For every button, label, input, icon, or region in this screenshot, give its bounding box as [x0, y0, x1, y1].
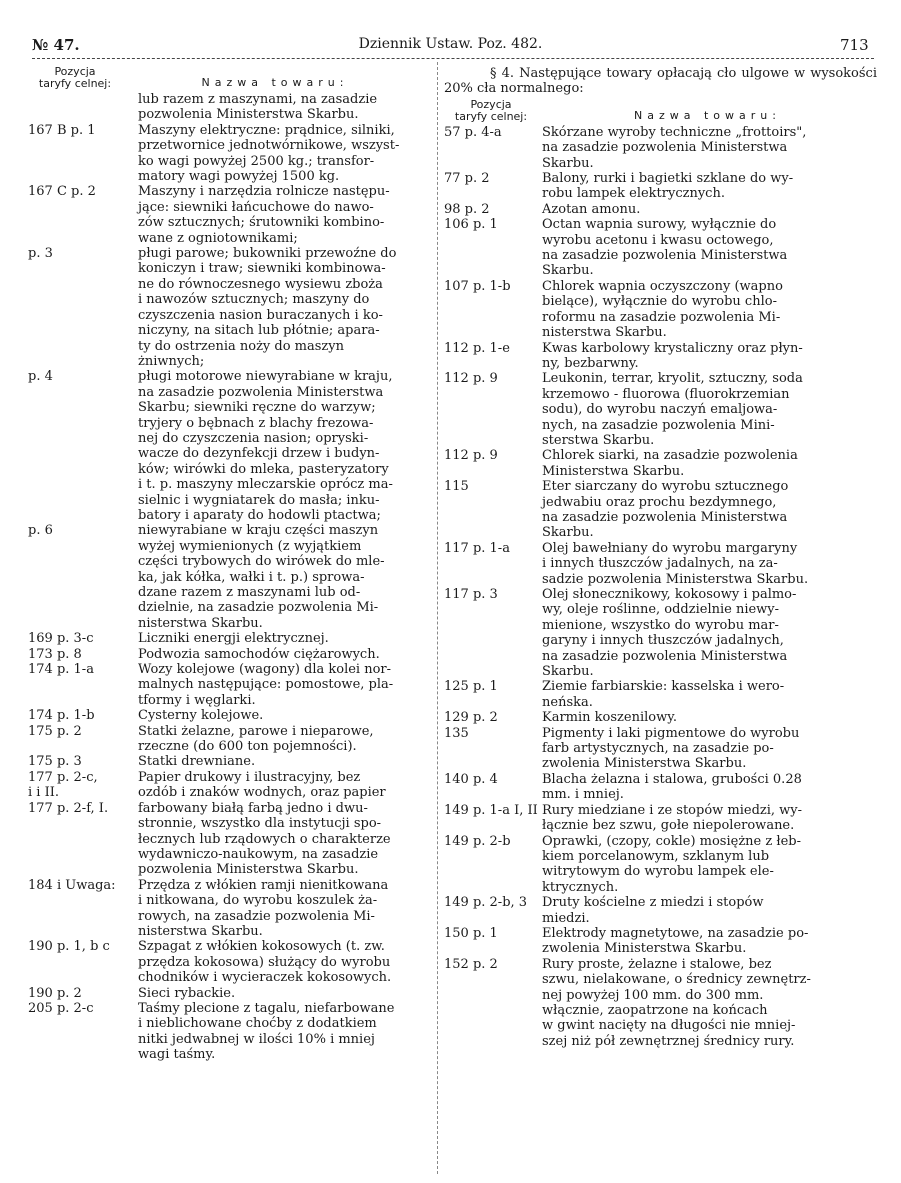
right-column-header: [444, 99, 877, 123]
tariff-position: 115: [444, 479, 469, 495]
goods-description: Taśmy plecione z tagalu, niefarbowane i nieblichowane choćby z dodatkiem nitki jedwabnej w ilości 10% i mniej wagi taśmy.: [138, 1000, 395, 1063]
tariff-position: 150 p. 1: [444, 925, 498, 941]
goods-description: Leukonin, terrar, kryolit, sztuczny, soda krzemowo - fluorowa (fluorokrzemian sodu), do wyrobu naczyń emaljowa- nych, na zasadzie pozwolenia Mini- sterstwa Skarbu.: [542, 371, 803, 448]
tariff-row: [28, 724, 428, 755]
tariff-position: 117 p. 3: [444, 587, 498, 602]
tariff-row: [444, 448, 877, 479]
tariff-row: [28, 92, 428, 123]
column-divider: [437, 62, 438, 1174]
goods-description: Azotan amonu.: [542, 201, 641, 217]
goods-description: pługi parowe; bukowniki przewoźne do koniczyn i traw; siewniki kombinowa- ne do równoczesnego wysiewu zboża i nawozów sztucznych; maszyny do czyszczenia nasion buraczanych i ko- niczyny, na sitach lub płótnie; apara- ty do ostrzenia noży do maszyn żniwnych;: [138, 246, 397, 369]
page-number: 713: [840, 36, 869, 54]
right-tariff-list: [444, 125, 877, 1049]
tariff-row: [28, 754, 428, 769]
tariff-row: [28, 184, 428, 246]
tariff-row: [28, 631, 428, 646]
goods-description: niewyrabiane w kraju części maszyn wyżej wymienionych (z wyjątkiem części trybowych do wirówek do mle- ka, jak kółka, wałki i t. p.) sprowa- dzane razem z maszynami lub od- dzielnie, na zasadzie pozwolenia Mi- nisterstwa Skarbu.: [138, 523, 385, 631]
tariff-position: 175 p. 3: [28, 754, 82, 770]
tariff-row: [28, 878, 428, 940]
goods-description: lub razem z maszynami, na zasadzie pozwolenia Ministerstwa Skarbu.: [138, 92, 378, 123]
goods-description: Druty kościelne z miedzi i stopów miedzi.: [542, 895, 764, 926]
tariff-position: 112 p. 1-e: [444, 340, 510, 356]
goods-description: Maszyny i narzędzia rolnicze następu- jące: siewniki łańcuchowe do nawo- zów sztucznych; śrutowniki kombino- wane z ogniotownikami;: [138, 184, 390, 246]
left-column: [28, 66, 428, 1063]
tariff-position: p. 6: [28, 523, 53, 539]
tariff-row: [444, 726, 877, 772]
tariff-row: [444, 541, 877, 587]
goods-description: Olej bawełniany do wyrobu margaryny i innych tłuszczów jadalnych, na za- sadzie pozwolenia Ministerstwa Skarbu.: [542, 540, 809, 587]
tariff-position: 117 p. 1-a: [444, 540, 510, 556]
right-column: [444, 66, 877, 1049]
tariff-row: [28, 708, 428, 723]
tariff-position: 98 p. 2: [444, 201, 490, 217]
tariff-position: 167 C p. 2: [28, 184, 96, 200]
issue-number: № 47.: [32, 36, 80, 54]
tariff-position: 190 p. 1, b c: [28, 939, 110, 955]
goods-description: Cysterny kolejowe.: [138, 708, 264, 724]
tariff-position: 77 p. 2: [444, 171, 490, 187]
goods-description: Skórzane wyroby techniczne „frottoirs", na zasadzie pozwolenia Ministerstwa Skarbu.: [542, 124, 807, 171]
tariff-row: [28, 939, 428, 985]
goods-description: Ziemie farbiarskie: kasselska i wero- neńska.: [542, 679, 785, 710]
tariff-position: p. 3: [28, 246, 53, 262]
tariff-row: [28, 246, 428, 369]
tariff-position: 112 p. 9: [444, 448, 498, 464]
tariff-position: 167 B p. 1: [28, 122, 96, 138]
goods-description: Elektrody magnetytowe, na zasadzie po- zwolenia Ministerstwa Skarbu.: [542, 925, 809, 957]
goods-description: pługi motorowe niewyrabiane w kraju, na zasadzie pozwolenia Ministerstwa Skarbu; siewniki ręczne do warzyw; tryjery o bębnach z blachy frezowa- nej do czyszczenia nasion; opryski- wacze do dezynfekcji drzew i budyn- ków; wirówki do mleka, pasteryzatory i t. p. maszyny mleczarskie oprócz ma- sielnic i wygniatarek do masła; inku- batory i aparaty do hodowli ptactwa;: [138, 369, 393, 523]
goods-description: Octan wapnia surowy, wyłącznie do wyrobu acetonu i kwasu octowego, na zasadzie pozwolenia Ministerstwa Skarbu.: [542, 217, 788, 279]
tariff-position: 57 p. 4-a: [444, 124, 502, 140]
tariff-position-heading: Pozycja taryfy celnej:: [38, 65, 112, 90]
goods-description: Chlorek wapnia oczyszczony (wapno bielące), wyłącznie do wyrobu chlo- roformu na zasadzie pozwolenia Mi- nisterstwa Skarbu.: [542, 278, 783, 341]
journal-title: Dziennik Ustaw. Poz. 482.: [358, 36, 543, 52]
tariff-position: 174 p. 1-b: [28, 708, 95, 724]
goods-description: Rury proste, żelazne i stalowe, bez szwu, nielakowane, o średnicy zewnętrz- nej powyżej 100 mm. do 300 mm. włącznie, zaopatrzone na końcach w gwint nacięty na długości nie mniej- szej niż pół zewnętrznej średnicy rury.: [542, 956, 811, 1049]
tariff-row: [444, 926, 877, 957]
goods-description: Wozy kolejowe (wagony) dla kolei nor- malnych następujące: pomostowe, pla- tformy i węglarki.: [138, 662, 394, 708]
tariff-position: 177 p. 2-f, I.: [28, 800, 109, 816]
goods-description: Przędza z włókien ramji nienitkowana i nitkowana, do wyrobu koszulek ża- rowych, na zasadzie pozwolenia Mi- nisterstwa Skarbu.: [138, 877, 389, 939]
tariff-row: [444, 679, 877, 710]
tariff-row: [28, 662, 428, 708]
goods-description: Blacha żelazna i stalowa, grubości 0.28 mm. i mniej.: [542, 771, 802, 803]
tariff-row: [444, 895, 877, 926]
goods-name-heading: Nazwa towaru:: [634, 108, 781, 122]
tariff-row: [28, 369, 428, 523]
goods-description: Statki drewniane.: [138, 754, 256, 770]
tariff-position: 140 p. 4: [444, 771, 498, 787]
tariff-position: 106 p. 1: [444, 217, 498, 233]
tariff-position: 184 i Uwaga:: [28, 877, 116, 893]
tariff-position: [28, 92, 138, 123]
tariff-position: 129 p. 2: [444, 710, 498, 726]
left-tariff-list: [28, 92, 428, 1063]
tariff-position: 169 p. 3-c: [28, 631, 94, 647]
goods-description: Eter siarczany do wyrobu sztucznego jedwabiu oraz prochu bezdymnego, na zasadzie pozwolenia Ministerstwa Skarbu.: [542, 479, 789, 541]
goods-description: Podwozia samochodów ciężarowych.: [138, 646, 380, 662]
tariff-position: 173 p. 8: [28, 646, 82, 662]
goods-name-heading: Nazwa towaru:: [201, 76, 349, 89]
goods-description: Szpagat z włókien kokosowych (t. zw. przędza kokosowa) służący do wyrobu chodników i wycieraczek kokosowych.: [138, 939, 392, 986]
left-column-header: [28, 66, 428, 90]
goods-description: farbowany białą farbą jedno i dwu- stronnie, wszystko dla instytucji spo- łecznych lub rządowych o charakterze wydawniczo-naukowym, na zasadzie pozwolenia Ministerstwa Skarbu.: [138, 800, 391, 878]
tariff-position: 112 p. 9: [444, 371, 498, 387]
tariff-row: [444, 217, 877, 279]
tariff-row: [28, 123, 428, 185]
goods-description: Olej słonecznikowy, kokosowy i palmo- wy, oleje roślinne, oddzielnie niewy- mienione, wszystko do wyrobu mar- garyny i innych tłuszczów jadalnych, na zasadzie pozwolenia Ministerstwa Skarbu.: [542, 587, 797, 680]
tariff-row: [444, 479, 877, 541]
goods-description: Papier drukowy i ilustracyjny, bez ozdób i znaków wodnych, oraz papier: [138, 769, 386, 801]
tariff-row: [28, 647, 428, 662]
goods-description: Oprawki, (czopy, cokle) mosiężne z łeb- kiem porcelanowym, szklanym lub witrytowym do wyrobu lampek ele- ktrycznych.: [542, 833, 801, 895]
tariff-row: [28, 986, 428, 1001]
tariff-position: 149 p. 2-b, 3: [444, 895, 528, 911]
tariff-row: [444, 710, 877, 725]
goods-description: Chlorek siarki, na zasadzie pozwolenia Ministerstwa Skarbu.: [542, 448, 798, 479]
tariff-position: 107 p. 1-b: [444, 278, 511, 294]
tariff-position: 174 p. 1-a: [28, 662, 94, 678]
goods-description: Sieci rybackie.: [138, 985, 236, 1001]
goods-description: Balony, rurki i bagietki szklane do wy- robu lampek elektrycznych.: [542, 171, 794, 202]
tariff-position: 175 p. 2: [28, 723, 82, 739]
goods-description: Karmin koszenilowy.: [542, 710, 677, 726]
tariff-position: 152 p. 2: [444, 956, 498, 972]
tariff-row: [444, 803, 877, 834]
tariff-row: [444, 341, 877, 372]
tariff-row: [444, 279, 877, 341]
tariff-position: 149 p. 2-b: [444, 833, 511, 849]
tariff-position-heading: Pozycja taryfy celnej:: [454, 97, 528, 123]
tariff-row: [28, 801, 428, 878]
tariff-position: 125 p. 1: [444, 679, 498, 695]
tariff-row: [444, 772, 877, 803]
tariff-position: 135: [444, 725, 469, 741]
goods-description: Maszyny elektryczne: prądnice, silniki, przetwornice jednotwórnikowe, wszyst- ko wagi powyżej 2500 kg.; transfor- matory wagi powyżej 1500 kg.: [138, 122, 400, 185]
goods-description: Liczniki energji elektrycznej.: [138, 631, 329, 647]
tariff-position: 205 p. 2-c: [28, 1000, 94, 1016]
tariff-row: [28, 523, 428, 631]
tariff-row: [444, 834, 877, 896]
tariff-row: [444, 171, 877, 202]
goods-description: Statki żelazne, parowe i nieparowe, rzeczne (do 600 ton pojemności).: [138, 723, 374, 755]
tariff-row: [28, 1001, 428, 1063]
tariff-position: p. 4: [28, 369, 53, 385]
tariff-position: 190 p. 2: [28, 985, 82, 1001]
tariff-row: [444, 957, 877, 1049]
tariff-row: [444, 587, 877, 679]
tariff-position: 149 p. 1-a I, II: [444, 802, 538, 818]
goods-description: Pigmenty i laki pigmentowe do wyrobu farb artystycznych, na zasadzie po- zwolenia Ministerstwa Skarbu.: [542, 725, 800, 772]
header-rule: [32, 58, 874, 59]
tariff-position: 177 p. 2-c, i i II.: [28, 769, 98, 801]
section-4-paragraph: § 4. Następujące towary opłacają cło ulgowe w wysokości 20% cła normalnego:: [444, 66, 877, 97]
goods-description: Rury miedziane i ze stopów miedzi, wy- łącznie bez szwu, gołe niepolerowane.: [542, 802, 803, 834]
goods-description: Kwas karbolowy krystaliczny oraz płyn- ny, bezbarwny.: [542, 340, 803, 371]
tariff-row: [28, 770, 428, 801]
tariff-row: [444, 202, 877, 217]
tariff-row: [444, 371, 877, 448]
tariff-row: [444, 125, 877, 171]
